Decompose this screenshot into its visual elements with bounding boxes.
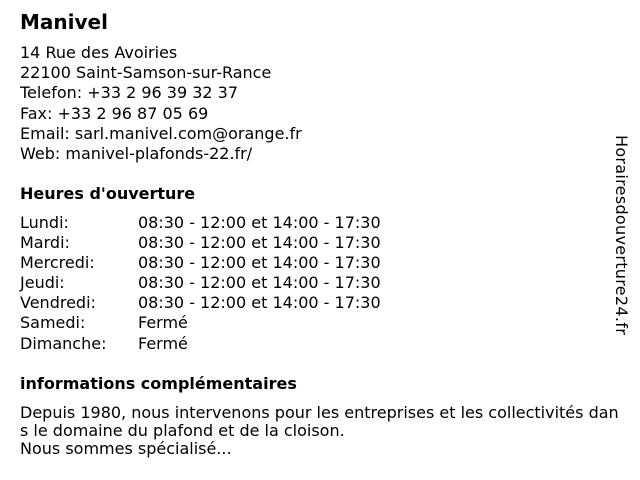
day-label: Jeudi:: [20, 273, 65, 293]
phone-number: Telefon: +33 2 96 39 32 37: [20, 83, 239, 103]
day-label: Mercredi:: [20, 253, 95, 273]
day-hours: 08:30 - 12:00 et 14:00 - 17:30: [138, 273, 381, 293]
day-hours: 08:30 - 12:00 et 14:00 - 17:30: [138, 213, 381, 232]
info-paragraph: Depuis 1980, nous intervenons pour les entreprises et les collectivités dans le domaine du plafond et de la cloison.: [20, 403, 619, 440]
address-street: 14 Rue des Avoiries: [20, 43, 178, 62]
day-label: Dimanche:: [20, 333, 107, 353]
contact-block: [20, 43, 302, 164]
opening-hours-table: [20, 213, 440, 354]
hours-row-thursday: [20, 273, 440, 293]
business-name: Manivel: [20, 10, 108, 34]
website: Web: manivel-plafonds-22.fr/: [20, 143, 253, 163]
fax-number: Fax: +33 2 96 87 05 69: [20, 103, 209, 123]
day-hours: Fermé: [138, 313, 188, 333]
day-label: Lundi:: [20, 213, 69, 232]
additional-info-heading: informations complémentaires: [20, 374, 297, 393]
hours-row-friday: [20, 293, 440, 313]
hours-row-saturday: [20, 313, 440, 333]
hours-row-monday: [20, 213, 440, 233]
additional-info-text: [20, 404, 620, 458]
day-label: Mardi:: [20, 233, 70, 253]
site-watermark: Horairesdouverture24.fr: [612, 135, 631, 336]
address-city: 22100 Saint-Samson-sur-Rance: [20, 63, 272, 83]
opening-hours-heading: Heures d'ouverture: [20, 184, 196, 203]
day-label: Vendredi:: [20, 293, 96, 313]
day-hours: 08:30 - 12:00 et 14:00 - 17:30: [138, 253, 381, 273]
day-hours: Fermé: [138, 333, 188, 353]
day-hours: 08:30 - 12:00 et 14:00 - 17:30: [138, 293, 381, 313]
email-address: Email: sarl.manivel.com@orange.fr: [20, 123, 302, 143]
hours-row-wednesday: [20, 253, 440, 273]
day-label: Samedi:: [20, 313, 86, 333]
day-hours: 08:30 - 12:00 et 14:00 - 17:30: [138, 233, 381, 253]
info-paragraph-truncated: Nous sommes spécialisé...: [20, 439, 232, 458]
hours-row-tuesday: [20, 233, 440, 253]
hours-row-sunday: [20, 334, 440, 354]
